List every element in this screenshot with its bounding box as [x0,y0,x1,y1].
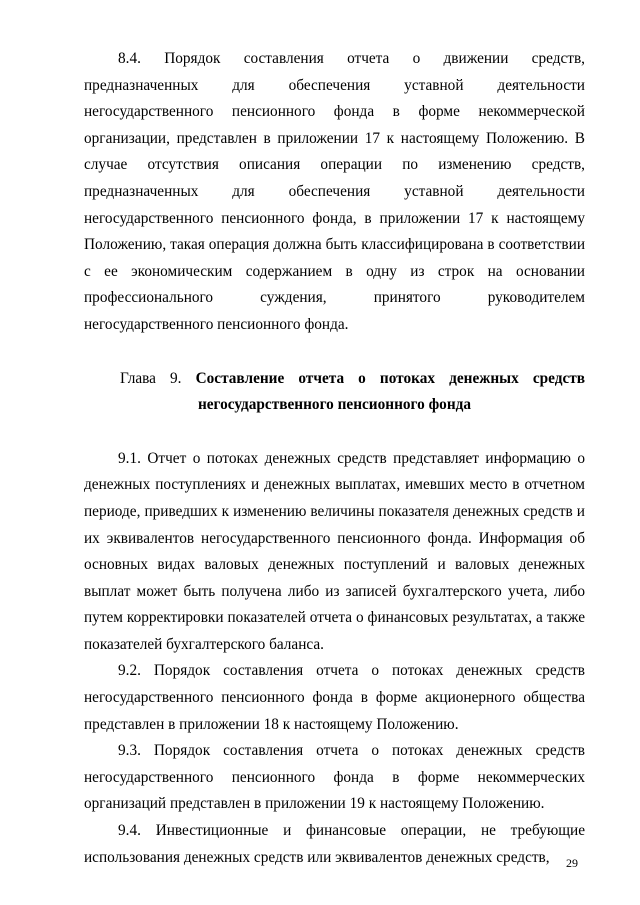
paragraph-9-4: 9.4. Инвестиционные и финансовые операции, не требующие использования денежных средств или эквивалентов денежных средств, [84,822,585,866]
paragraph-9-3: 9.3. Порядок составления отчета о потоках денежных средств негосударственного пенсионного фонда в форме некоммерческих организаций представлен в приложении 19 к настоящему Положению. [84,742,585,813]
chapter-title-line2: негосударственного пенсионного фонда [197,396,472,414]
paragraph-9-2: 9.2. Порядок составления отчета о потоках денежных средств негосударственного пенсионного фонда в форме акционерного общества представлен в приложении 18 к настоящему Положению. [84,662,585,733]
chapter-label: Глава 9. [120,369,182,387]
paragraph-8-4: 8.4. Порядок составления отчета о движении средств, предназначенных для обеспечения уставной деятельности негосударственного пенсионного фонда в форме некоммерческой организации, представлен в приложении 17 к настоящему Положению. В случае отсутствия описания операции по изменению средств, предназначенных для обеспечения уставной деятельности негосударственного пенсионного фонда, в приложении 17 к настоящему Положению, такая операция должна быть классифицирована в соответствии с ее экономическим содержанием в одну из строк на основании профессионального суждения, принятого руководителем негосударственного пенсионного фонда. [84,50,585,333]
chapter-heading [84,366,585,419]
page-number: 29 [566,856,578,870]
chapter-title-line1: Составление отчета о потоках денежных средств [195,369,586,387]
paragraph-9-1: 9.1. Отчет о потоках денежных средств представляет информацию о денежных поступлениях и денежных выплатах, имевших место в отчетном периоде, приведших к изменению величины показателя денежных средств и их эквивалентов негосударственного пенсионного фонда. Информация об основных видах валовых денежных поступлений и валовых денежных выплат может быть получена либо из записей бухгалтерского учета, либо путем корректировки показателей отчета о финансовых результатах, а также показателей бухгалтерского баланса. [84,449,585,653]
chapter-heading-line1 [84,366,585,393]
page-content [84,46,585,871]
